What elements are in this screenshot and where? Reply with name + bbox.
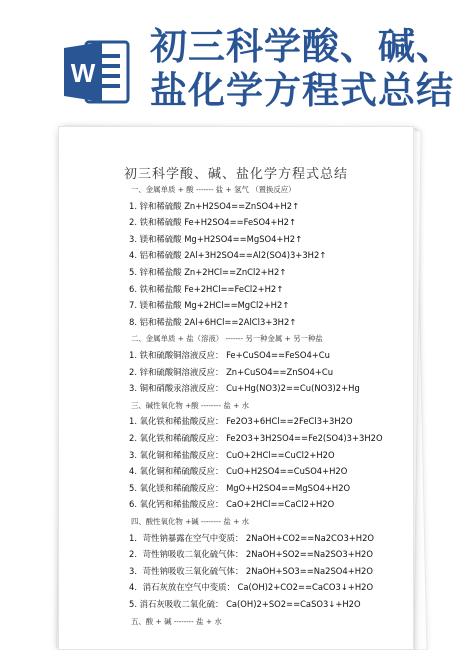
- banner-title: [150, 24, 460, 112]
- equation-line: 2. 氧化铁和稀硫酸反应： Fe2O3+3H2SO4==Fe2(SO4)3+3H2O: [129, 433, 383, 443]
- equation-line: 5. 氧化镁和稀硫酸反应： MgO+H2SO4==MgSO4+H2O: [129, 482, 351, 493]
- equation-line: 2. 铁和稀硫酸 Fe+H2SO4==FeSO4+H2↑: [129, 217, 297, 228]
- equation-line: 3. 氧化铜和稀盐酸反应： CuO+2HCl==CuCl2+H2O: [129, 449, 335, 460]
- equation-line: 1. 锌和稀硫酸 Zn+H2SO4==ZnSO4+H2↑: [129, 200, 300, 211]
- equation-line: 1．苛性钠暴露在空气中变质： 2NaOH+CO2==Na2CO3+H2O: [129, 532, 375, 543]
- equation-line: 4．消石灰放在空气中变质： Ca(OH)2+CO2==CaCO3↓+H2O: [129, 582, 374, 593]
- equation-line: 3．苛性钠吸收三氧化硫气体： 2NaOH+SO3==Na2SO4+H2O: [129, 565, 373, 576]
- equation-line: 2．苛性钠吸收二氧化硫气体： 2NaOH+SO2==Na2SO3+H2O: [129, 549, 373, 560]
- bottom-margin: [0, 650, 474, 669]
- equation-line: 4. 铝和稀硫酸 2Al+3H2SO4==Al2(SO4)3+3H2↑: [129, 250, 327, 261]
- equation-line: 7. 镁和稀盐酸 Mg+2HCl==MgCl2+H2↑: [129, 300, 290, 311]
- equation-line: 2. 锌和硫酸铜溶液反应： Zn+CuSO4==ZnSO4+Cu: [129, 366, 334, 377]
- section-heading: 一、金属单质 + 酸 ------- 盐 + 氢气 （置换反应）: [131, 185, 296, 194]
- equation-line: 6. 铁和稀盐酸 Fe+2HCl==FeCl2+H2↑: [129, 283, 284, 294]
- section-heading: 五、酸 + 碱 -------- 盐 + 水: [131, 616, 222, 626]
- equation-line: 8. 铝和稀盐酸 2Al+6HCl==2AlCl3+3H2↑: [129, 316, 297, 327]
- section-heading: 二、金属单质 + 盐（溶液） ------- 另一种金属 + 另一种盐: [131, 334, 323, 344]
- word-document-icon: [64, 40, 130, 104]
- section-heading: 三、碱性氧化物 +酸 -------- 盐 + 水: [131, 400, 250, 410]
- header-banner: [0, 0, 474, 120]
- equation-line: 6. 氧化钙和稀盐酸反应： CaO+2HCl==CaCl2+H2O: [129, 499, 335, 510]
- section-heading: 四、酸性氧化物 +碱 -------- 盐 + 水: [131, 517, 250, 526]
- equation-line: 1. 氧化铁和稀盐酸反应： Fe2O3+6HCl==2FeCl3+3H2O: [129, 416, 353, 427]
- equation-line: 4. 氧化铜和稀硫酸反应： CuO+H2SO4==CuSO4+H2O: [129, 466, 348, 477]
- document-title: 初三科学酸、碱、盐化学方程式总结: [123, 167, 348, 182]
- banner-title-line-2: 盐化学方程式总结: [150, 68, 454, 112]
- equation-line: 3. 镁和稀硫酸 Mg+H2SO4==MgSO4+H2↑: [129, 233, 303, 244]
- equation-line: 1. 铁和硫酸铜溶液反应： Fe+CuSO4==FeSO4+Cu: [129, 350, 330, 360]
- banner-title-line-1: 初三科学酸、碱、: [150, 24, 454, 68]
- document-page: [58, 126, 414, 650]
- equation-line: 5. 锌和稀盐酸 Zn+2HCl==ZnCl2+H2↑: [129, 267, 287, 277]
- equation-line: 3. 铜和硝酸汞溶液反应： Cu+Hg(NO3)2==Cu(NO3)2+Hg: [129, 383, 360, 394]
- equation-line: 5. 消石灰吸收二氧化硫： Ca(OH)2+SO2==CaSO3↓+H2O: [129, 599, 361, 609]
- svg-text:W: W: [70, 58, 96, 88]
